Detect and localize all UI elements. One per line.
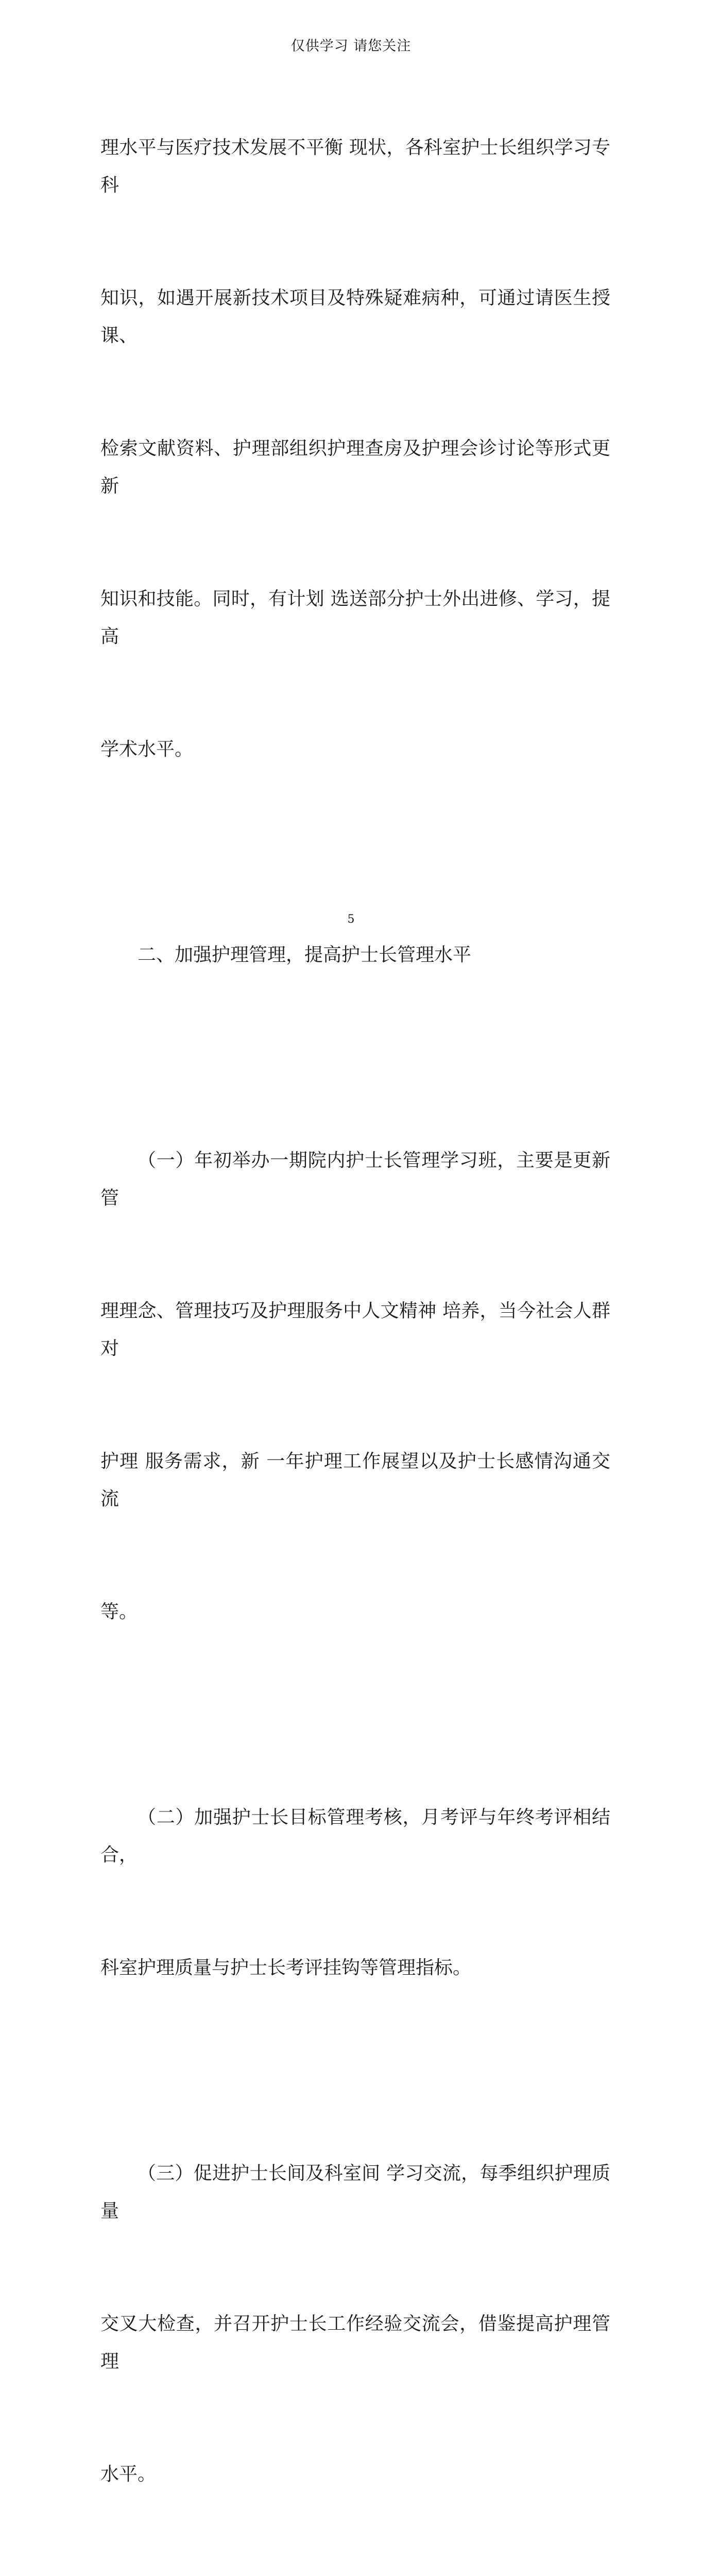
text-line: 科室护理质量与护士长考评挂钩等管理指标。 xyxy=(100,1957,472,1978)
text-line: 检索文献资料、护理部组织护理查房及护理会诊讨论等形式更新 xyxy=(100,438,610,497)
document-body xyxy=(100,54,610,2576)
text-line: 护理 服务需求，新 一年护理工作展望以及护士长感情沟通交流 xyxy=(100,1451,610,1510)
text-line: 交叉大检查，并召开护士长工作经验交流会，借鉴提高护理管理 xyxy=(100,2313,610,2372)
heading-line: 二、加强护理管理，提高护士长管理水平 xyxy=(138,944,472,965)
section-heading-2 xyxy=(100,861,610,1049)
paragraph-item-2-2 xyxy=(100,1723,610,2062)
paragraph-item-2-1 xyxy=(100,1066,610,1706)
text-line: 知识和技能。同时，有计划 选送部分护士外出进修、学习，提高 xyxy=(100,588,610,647)
paragraph-item-2-3 xyxy=(100,2079,610,2568)
text-line: 等。 xyxy=(100,1601,138,1622)
text-line: （二）加强护士长目标管理考核，月考评与年终考评相结合， xyxy=(100,1807,610,1866)
text-line: 知识，如遇开展新技术项目及特殊疑难病种，可通过请医生授课、 xyxy=(100,287,610,346)
text-line: （三）促进护士长间及科室间 学习交流，每季组织护理质量 xyxy=(100,2163,610,2222)
text-line: （一）年初举办一期院内护士长管理学习班，主要是更新管 xyxy=(100,1150,610,1209)
paragraph-continuation xyxy=(100,54,610,843)
text-line: 理水平与医疗技术发展不平衡 现状，各科室护士长组织学习专科 xyxy=(100,137,610,196)
text-line: 水平。 xyxy=(100,2464,157,2485)
text-line: 学术水平。 xyxy=(100,739,194,760)
text-line: 理理念、管理技巧及护理服务中人文精神 培养，当今社会人群对 xyxy=(100,1300,610,1359)
page-number: 5 xyxy=(347,913,355,926)
page-header: 仅供学习 请您关注 xyxy=(290,38,412,54)
